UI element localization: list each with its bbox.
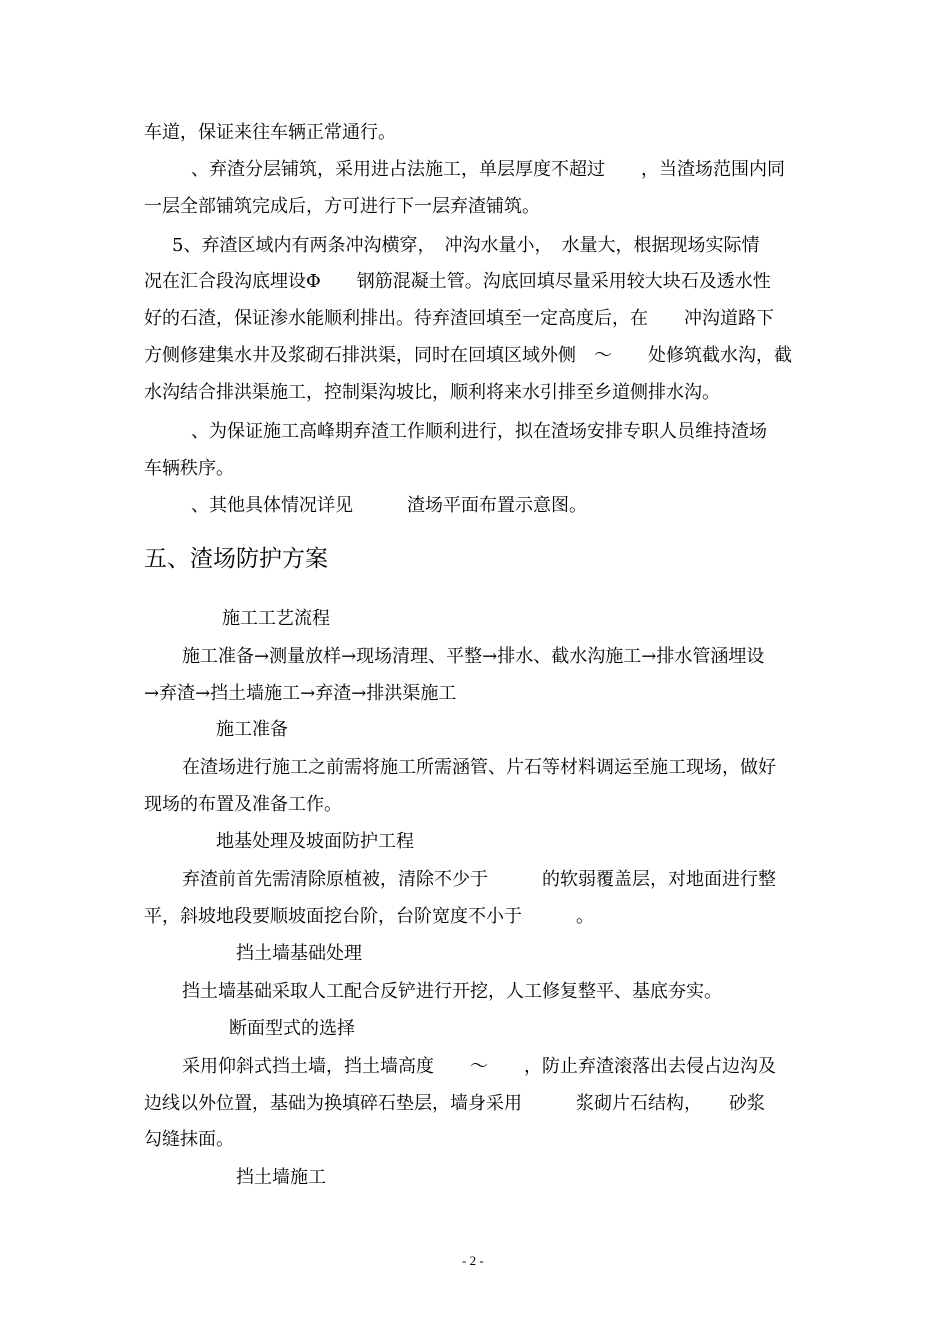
text-line: 勾缝抹面。 (144, 1129, 234, 1150)
text-line: 边线以外位置，基础为换填碎石垫层，墙身采用 浆砌片石结构， 砂浆 (144, 1093, 765, 1114)
subheading-preparation: 施工准备 (216, 719, 288, 740)
page-number: - 2 - (462, 1253, 484, 1268)
text-line: 水沟结合排洪渠施工，控制渠沟坡比，顺利将来水引排至乡道侧排水沟。 (144, 382, 720, 403)
section-heading: 五、渣场防护方案 (144, 546, 328, 572)
text-line: 施工准备→测量放样→现场清理、平整→排水、截水沟施工→排水管涵埋设 (182, 646, 765, 667)
text-line: 好的石渣，保证渗水能顺利排出。待弃渣回填至一定高度后，在 冲沟道路下 (144, 308, 774, 329)
text-line: 5、弃渣区域内有两条冲沟横穿， 冲沟水量小， 水量大，根据现场实际情 (172, 235, 760, 256)
text-line: 车道，保证来往车辆正常通行。 (144, 122, 396, 143)
subheading-retaining-wall-foundation: 挡土墙基础处理 (236, 943, 362, 964)
text-line: 方侧修建集水井及浆砌石排洪渠，同时在回填区域外侧 ～ 处修筑截水沟，截 (144, 345, 792, 366)
text-line: 、弃渣分层铺筑，采用进占法施工，单层厚度不超过 ，当渣场范围内同 (191, 159, 785, 180)
subheading-foundation: 地基处理及坡面防护工程 (216, 831, 414, 852)
text-line: 挡土墙基础采取人工配合反铲进行开挖，人工修复整平、基底夯实。 (182, 981, 722, 1002)
text-line: 、其他具体情况详见 渣场平面布置示意图。 (191, 495, 587, 516)
text-line: 现场的布置及准备工作。 (144, 794, 342, 815)
text-line: 况在汇合段沟底埋设Φ 钢筋混凝土管。沟底回填尽量采用较大块石及透水性 (144, 271, 771, 292)
text-line: 采用仰斜式挡土墙，挡土墙高度 ～ ，防止弃渣滚落出去侵占边沟及 (182, 1056, 776, 1077)
text-line: 车辆秩序。 (144, 458, 234, 479)
subheading-retaining-wall-construction: 挡土墙施工 (236, 1167, 326, 1188)
subheading-process-flow: 施工工艺流程 (222, 608, 330, 629)
text-line: 、为保证施工高峰期弃渣工作顺利进行，拟在渣场安排专职人员维持渣场 (191, 421, 767, 442)
text-line: 一层全部铺筑完成后，方可进行下一层弃渣铺筑。 (144, 196, 540, 217)
text-line: 在渣场进行施工之前需将施工所需涵管、片石等材料调运至施工现场，做好 (182, 757, 776, 778)
text-line: 弃渣前首先需清除原植被，清除不少于 的软弱覆盖层，对地面进行整 (182, 869, 776, 890)
text-line: 平，斜坡地段要顺坡面挖台阶，台阶宽度不小于 。 (144, 906, 594, 927)
text-line: →弃渣→挡土墙施工→弃渣→排洪渠施工 (144, 683, 457, 704)
subheading-section-type: 断面型式的选择 (229, 1018, 355, 1039)
